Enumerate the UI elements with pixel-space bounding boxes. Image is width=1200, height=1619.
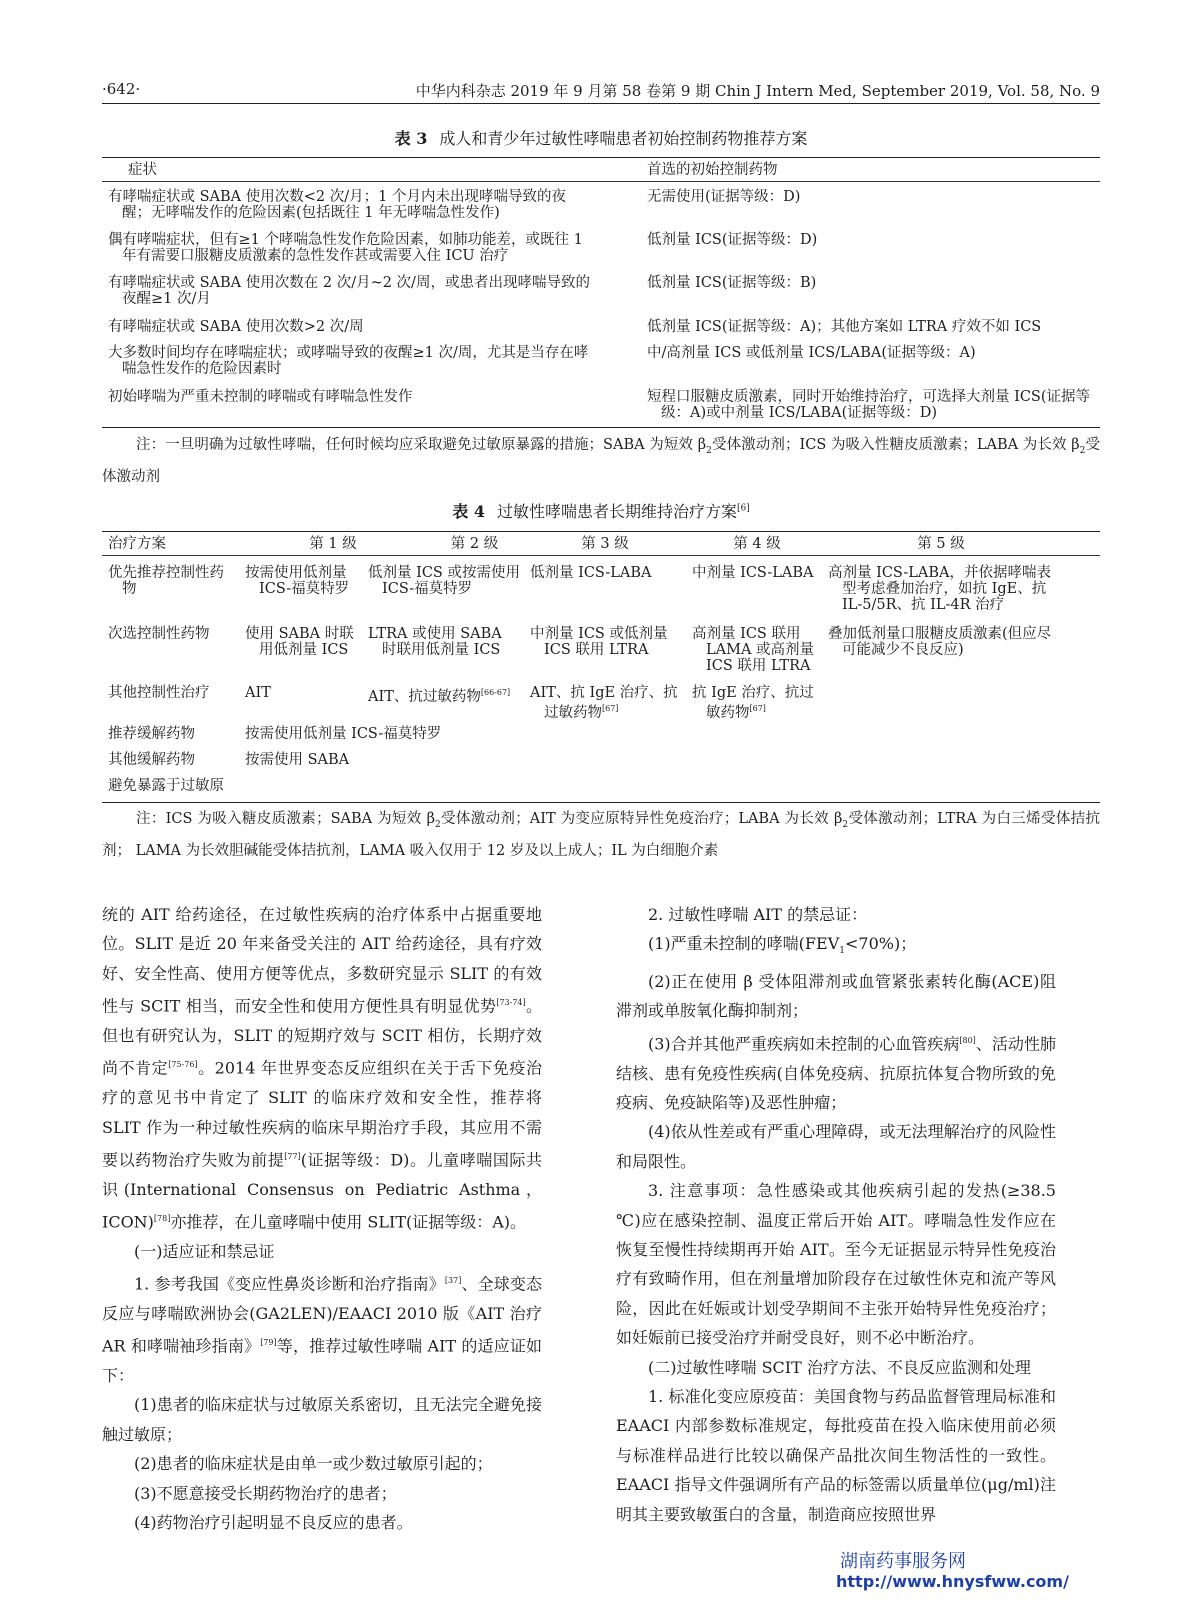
table4-row1-step4: 中剂量 ICS-LABA <box>692 565 814 581</box>
table3-row6-drug: 短程口服糖皮质激素，同时开始维持治疗，可选择大剂量 ICS(证据等级：A)或中剂量 ICS/LABA(证据等级：D) <box>647 389 1091 421</box>
table4-row3-step1: AIT <box>245 685 271 701</box>
contraindication-item-1: (1)严重未控制的哮喘$(FEV_1<70\%)$； <box>648 934 917 957</box>
table3-row5-symptom: 大多数时间均存在哮喘症状；或哮喘导致的夜醒≥1 次/周，尤其是当存在哮喘急性发作的危险因素时 <box>108 345 589 377</box>
table4-header-step4: 第 4 级 <box>733 536 781 552</box>
table4-row3-step4: 抗 IgE 治疗、抗过敏药物[67] <box>692 685 814 721</box>
table4-row3-step2: AIT、抗过敏药物[66-67] <box>368 688 511 705</box>
indication-item-1: (1)患者的临床症状与过敏原关系密切，且无法完全避免接触过敏原； <box>102 1395 542 1444</box>
table4 <box>102 531 1100 803</box>
table3-row3-drug: 低剂量 ICS(证据等级：B) <box>647 275 817 291</box>
table3-row1-symptom: 有哮喘症状或 SABA 使用次数<2 次/月；1 个月内未出现哮喘导致的夜醒；无哮喘发作的危险因素(包括既往 1 年无哮喘急性发作) <box>108 189 566 221</box>
watermark-url[interactable]: http://www.hnysfww.com/ <box>836 1572 1069 1591</box>
table4-row2-step5: 叠加低剂量口服糖皮质激素(但应尽可能减少不良反应) <box>828 626 1052 658</box>
paragraph-slit: 统的 AIT 给药途径，在过敏性疾病的治疗体系中占据重要地位。SLIT 是近 20 年来备受关注的 AIT 给药途径，具有疗效好、安全性高、使用方便等优点，多数研究显示 SLIT 的有效性与 SCIT 相当，而安全性和使用方便性具有明显优势[73-74]。但也有研究认为，SLIT 的短期疗效与 SCIT 相仿，长期疗效尚不肯定[75-76]。2014 年世界变态反应组织在关于舌下免疫治疗的意见书中肯定了 SLIT 的临床疗效和安全性，推荐将 SLIT 作为一种过敏性疾病的临床早期治疗手段，其应用不需要以药物治疗失败为前提[77](证据等级：D)。儿童哮喘国际共识(International Consensus on Pediatric Asthma，ICON)[78]亦推荐，在儿童哮喘中使用 SLIT(证据等级：A)。 <box>102 905 542 1232</box>
table4-row1-plan: 优先推荐控制性药物 <box>108 565 224 597</box>
table4-header-step3: 第 3 级 <box>581 536 629 552</box>
table3-row4-drug: 低剂量 ICS(证据等级：A)；其他方案如 LTRA 疗效不如 ICS <box>647 319 1042 335</box>
table4-row3-step3: AIT、抗 IgE 治疗、抗过敏药物[67] <box>530 685 678 721</box>
table3-row3-symptom: 有哮喘症状或 SABA 使用次数在 2 次/月~2 次/周，或患者出现哮喘导致的夜醒≥1 次/月 <box>108 275 590 307</box>
table3-row2-drug: 低剂量 ICS(证据等级：D) <box>647 232 818 248</box>
contraindication-item-3: (3)合并其他严重疾病如未控制的心血管疾病[80]、活动性肺结核、患有免疫性疾病(自体免疫病、抗原抗体复合物所致的免疫病、免疫缺陷等)及恶性肿瘤； <box>616 1034 1056 1112</box>
table4-row1-step3: 低剂量 ICS-LABA <box>530 565 652 581</box>
body-left-column <box>102 900 542 1538</box>
section-heading-contraindications: 2. 过敏性哮喘 AIT 的禁忌证： <box>648 905 868 924</box>
table4-header-row <box>102 532 1100 556</box>
table4-header-step5: 第 5 级 <box>917 536 965 552</box>
table3-row5-drug: 中/高剂量 ICS 或低剂量 ICS/LABA(证据等级：A) <box>647 345 976 361</box>
contraindication-item-2: (2)正在使用 β 受体阻滞剂或血管紧张素转化酶(ACE)阻滞剂或单胺氧化酶抑制剂； <box>616 972 1056 1021</box>
indication-item-2: (2)患者的临床症状是由单一或少数过敏原引起的； <box>134 1454 493 1474</box>
contraindication-item-4: (4)依从性差或有严重心理障碍，或无法理解治疗的风险性和局限性。 <box>616 1122 1056 1171</box>
table4-caption <box>102 499 1100 522</box>
paragraph-indications: 1. 参考我国《变应性鼻炎诊断和治疗指南》[37]、全球变态反应与哮喘欧洲协会(GA2LEN)/EAACI 2010 版《AIT 治疗 AR 和哮喘袖珍指南》[79]等，推荐过敏性哮喘 AIT 的适应证如下： <box>102 1274 542 1386</box>
table3-row2-symptom: 偶有哮喘症状，但有≥1 个哮喘急性发作危险因素，如肺功能差，或既往 1 年有需要口服糖皮质激素的急性发作甚或需要入住 ICU 治疗 <box>108 232 583 264</box>
table3 <box>102 157 1100 428</box>
paragraph-standardized-vaccine: 1. 标准化变应原疫苗：美国食物与药品监督管理局标准和 EAACI 内部参数标准规定，每批疫苗在投入临床使用前必须与标准样品进行比较以确保产品批次间生物活性的一致性。EAACI 指导文件强调所有产品的标签需以质量单位(μg/ml)注明其主要致敏蛋白的含量，制造商应按照世界 <box>616 1387 1056 1524</box>
table3-row1-drug: 无需使用(证据等级：D) <box>647 189 801 205</box>
journal-citation: 中华内科杂志 2019 年 9 月第 58 卷第 9 期 Chin J Intern Med, September 2019, Vol. 58, No. 9 <box>415 82 1100 100</box>
body-right-column <box>616 900 1056 1529</box>
table4-row2-step1: 使用 SABA 时联用低剂量 ICS <box>245 626 354 658</box>
section-heading-indications: (一)适应证和禁忌证 <box>134 1241 275 1261</box>
table3-row4-symptom: 有哮喘症状或 SABA 使用次数>2 次/周 <box>108 319 364 335</box>
table3-label: 表 3 <box>394 129 428 148</box>
table3-header-row <box>102 158 1100 182</box>
table4-row2-step3: 中剂量 ICS 或低剂量 ICS 联用 LTRA <box>530 626 668 658</box>
table3-header-symptom: 症状 <box>128 162 157 178</box>
watermark-site-name: 湖南药事服务网 <box>840 1551 966 1572</box>
table4-row3-plan: 其他控制性治疗 <box>108 685 210 701</box>
table3-caption <box>102 126 1100 149</box>
table4-row2-step2: LTRA 或使用 SABA 时联用低剂量 ICS <box>368 626 502 658</box>
table3-header-drug: 首选的初始控制药物 <box>647 162 778 178</box>
table4-title: 过敏性哮喘患者长期维持治疗方案 <box>496 502 737 521</box>
table4-row1-step2: 低剂量 ICS 或按需使用 ICS-福莫特罗 <box>368 565 520 597</box>
table4-header-plan: 治疗方案 <box>108 536 166 552</box>
page-number: ·642· <box>102 80 141 98</box>
table4-row6-plan: 避免暴露于过敏原 <box>108 778 224 794</box>
table4-row2-step4: 高剂量 ICS 联用 LAMA 或高剂量 ICS 联用 LTRA <box>692 626 815 674</box>
table4-row1-step5: 高剂量 ICS-LABA，并依据哮喘表型考虑叠加治疗，如抗 IgE、抗 IL-5/5R、抗 IL-4R 治疗 <box>828 565 1052 613</box>
running-header <box>102 80 1100 104</box>
table4-row4-value: 按需使用低剂量 ICS-福莫特罗 <box>245 726 442 742</box>
table4-row2-plan: 次选控制性药物 <box>108 626 210 642</box>
section-heading-scit: (二)过敏性哮喘 SCIT 治疗方法、不良反应监测和处理 <box>648 1357 1031 1377</box>
table3-note: 注：一旦明确为过敏性哮喘，任何时候均应采取避免过敏原暴露的措施；SABA 为短效 $\beta_2$受体激动剂；ICS 为吸入性糖皮质激素；LABA 为长效 $\beta_2$受体激动剂 <box>102 437 1101 485</box>
table4-header-step2: 第 2 级 <box>450 536 499 552</box>
table3-row6-symptom: 初始哮喘为严重未控制的哮喘或有哮喘急性发作 <box>108 389 413 405</box>
paragraph-precautions: 3. 注意事项：急性感染或其他疾病引起的发热(≥38.5 ℃)应在感染控制、温度正常后开始 AIT。哮喘急性发作应在恢复至慢性持续期再开始 AIT。至今无证据显示特异性免疫治疗有致畸作用，但在剂量增加阶段存在过敏性休克和流产等风险，因此在妊娠或计划受孕期间不主张开始特异性免疫治疗；如妊娠前已接受治疗并耐受良好，则不必中断治疗。 <box>616 1181 1056 1348</box>
table4-row1-step1: 按需使用低剂量 ICS-福莫特罗 <box>245 565 350 597</box>
table3-title: 成人和青少年过敏性哮喘患者初始控制药物推荐方案 <box>439 129 808 148</box>
table4-row4-plan: 推荐缓解药物 <box>108 726 195 742</box>
table4-row5-value: 按需使用 SABA <box>245 752 350 768</box>
table4-header-step1: 第 1 级 <box>309 536 357 552</box>
indication-item-4: (4)药物治疗引起明显不良反应的患者。 <box>134 1513 413 1533</box>
table4-row5-plan: 其他缓解药物 <box>108 752 195 768</box>
table4-ref: [6] <box>736 503 750 514</box>
indication-item-3: (3)不愿意接受长期药物治疗的患者； <box>134 1483 397 1503</box>
table4-note: 注：ICS 为吸入糖皮质激素；SABA 为短效 $\beta_2$受体激动剂；AIT 为变应原特异性免疫治疗；LABA 为长效 $\beta_2$受体激动剂；LTRA 为白三烯受体拮抗剂； LAMA 为长效胆碱能受体拮抗剂，LAMA 吸入仅用于 12 岁及以上成人；IL 为白细胞介素 <box>102 811 1101 859</box>
table4-label: 表 4 <box>452 502 485 521</box>
